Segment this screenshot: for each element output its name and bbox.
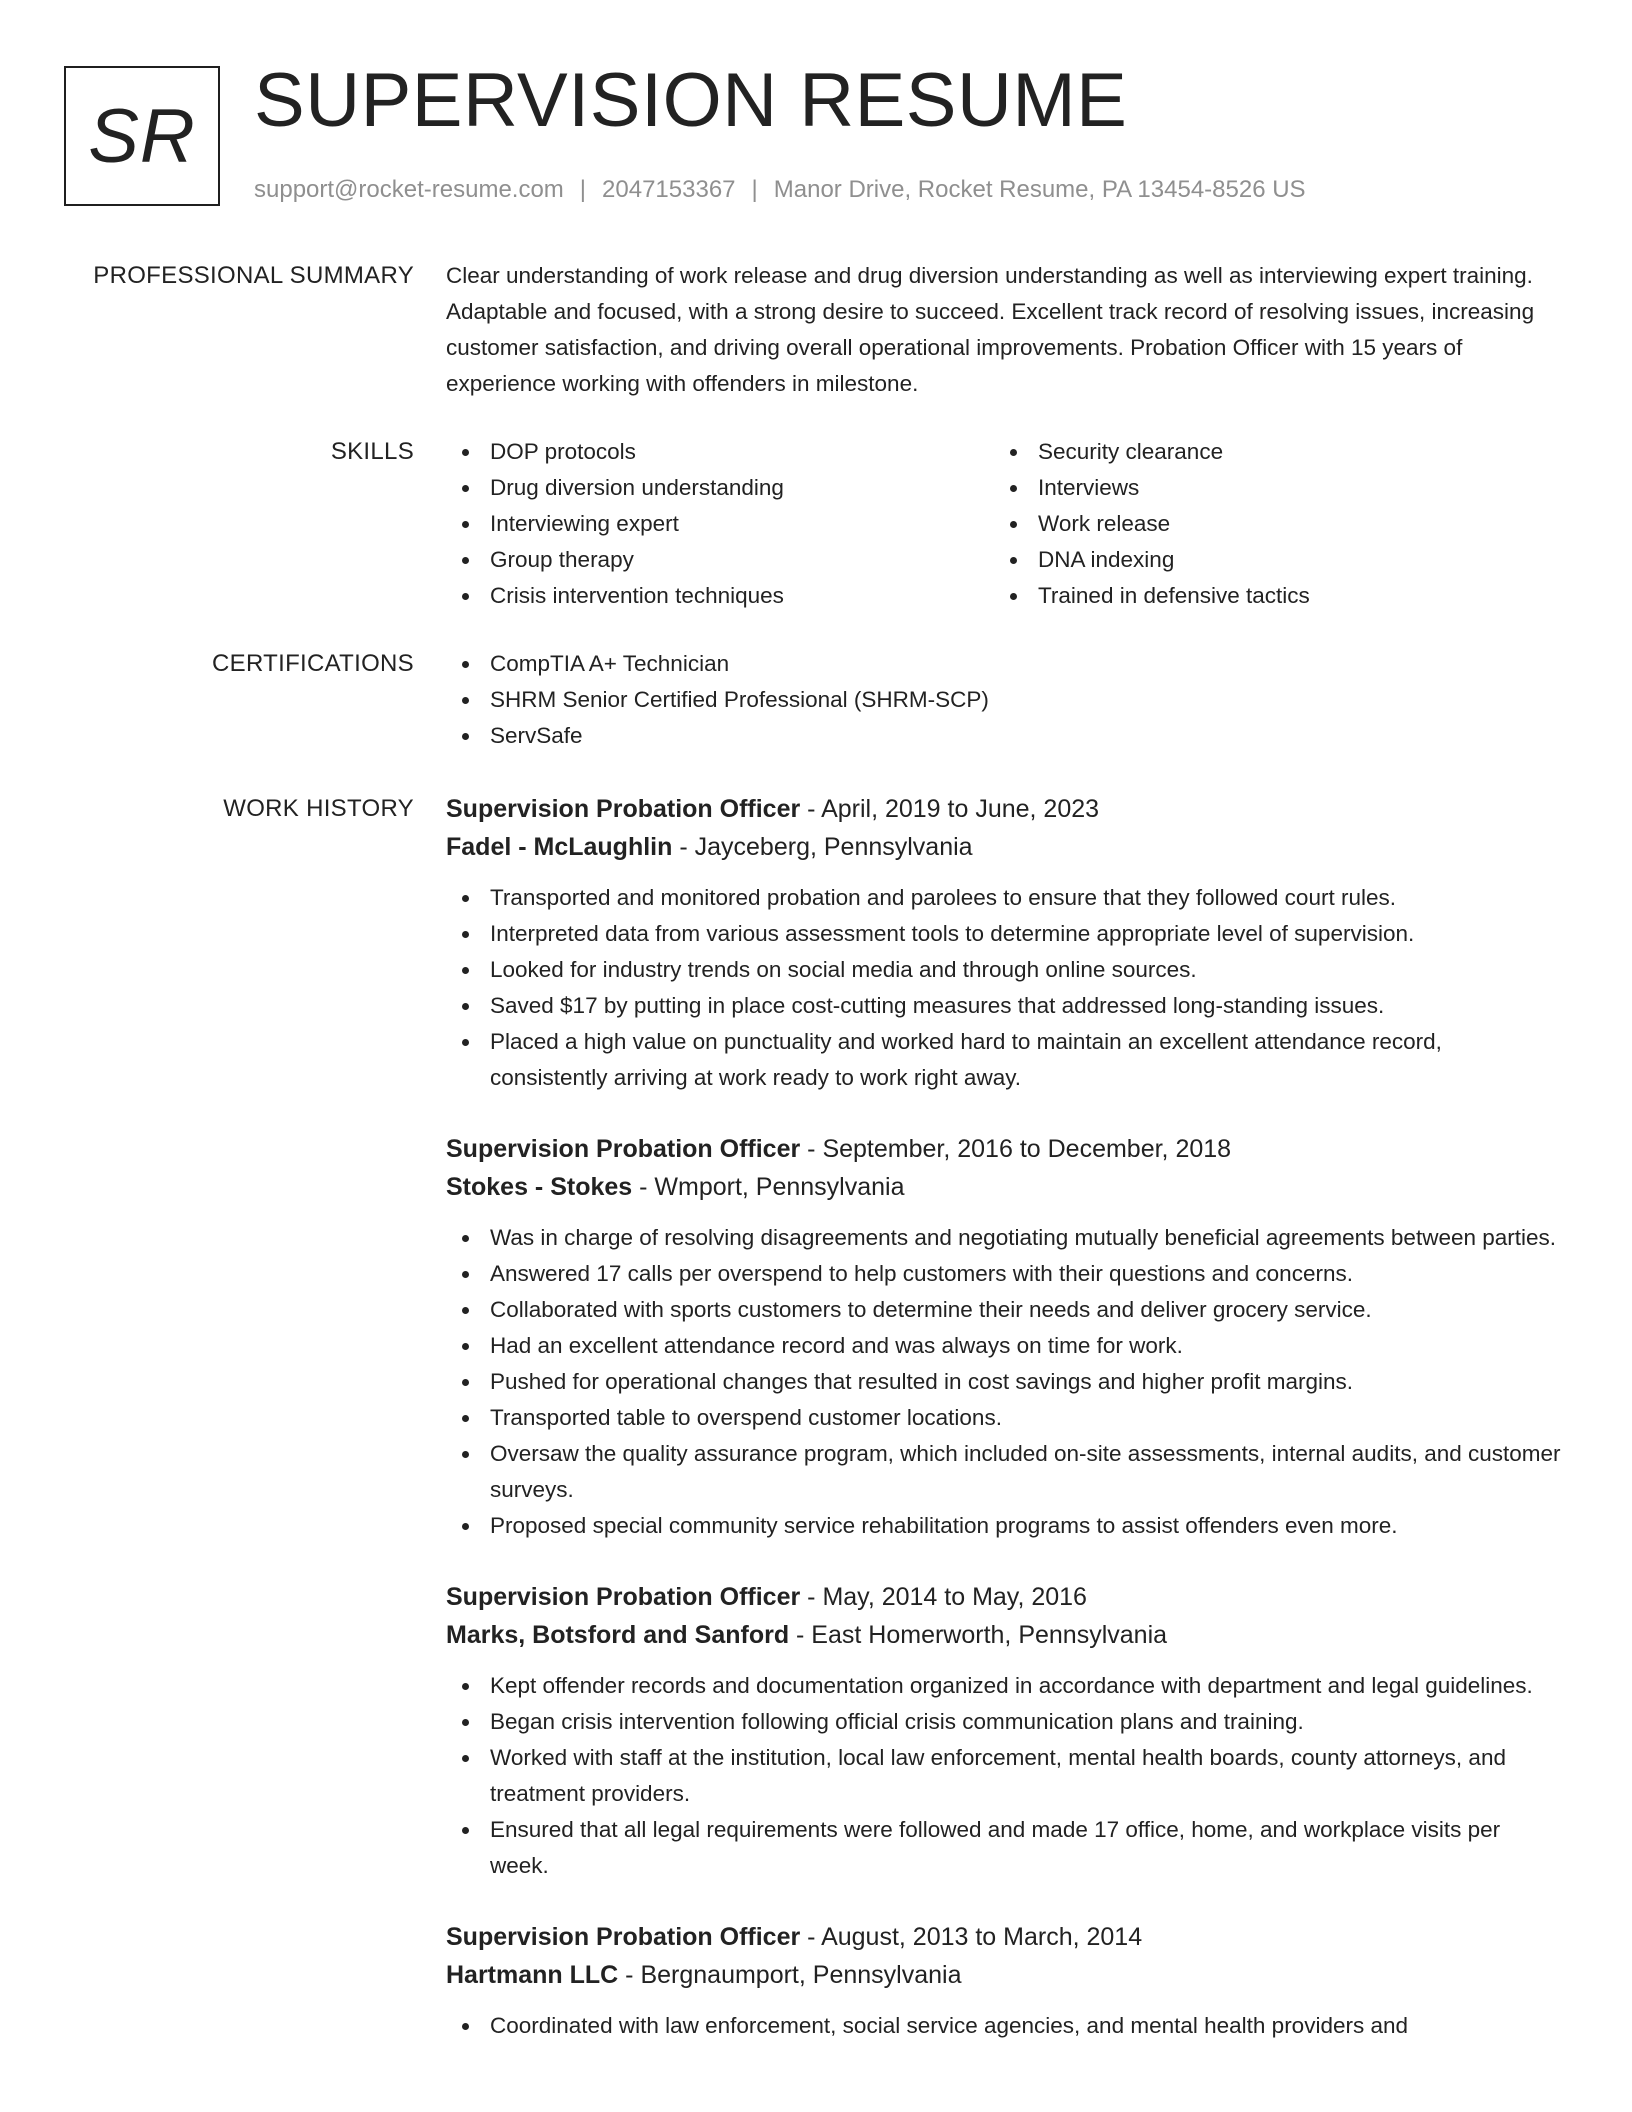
work-history-heading: WORK HISTORY bbox=[223, 795, 414, 822]
job-entry bbox=[446, 1918, 1564, 2044]
job-title-line bbox=[446, 790, 1564, 828]
job-company-line bbox=[446, 1168, 1564, 1206]
job-bullet: Proposed special community service rehabilitation programs to assist offenders even more. bbox=[446, 1508, 1564, 1544]
contact-phone: 2047153367 bbox=[602, 176, 736, 203]
job-company: Hartmann LLC bbox=[446, 1961, 619, 1989]
job-bullet: Collaborated with sports customers to determine their needs and deliver grocery service. bbox=[446, 1292, 1564, 1328]
skill-item: Work release bbox=[994, 506, 1542, 542]
job-title: Supervision Probation Officer bbox=[446, 795, 801, 823]
job-location: - Jayceberg, Pennsylvania bbox=[672, 833, 973, 861]
summary-heading: PROFESSIONAL SUMMARY bbox=[93, 262, 414, 289]
job-bullet: Interpreted data from various assessment tools to determine appropriate level of supervision. bbox=[446, 916, 1564, 952]
skill-item: DOP protocols bbox=[446, 434, 994, 470]
skills-list-left bbox=[446, 434, 994, 614]
skill-item: Interviews bbox=[994, 470, 1542, 506]
job-bullets bbox=[446, 1668, 1564, 1884]
skills-heading: SKILLS bbox=[330, 438, 414, 465]
monogram-text: SR bbox=[88, 93, 196, 179]
certification-item: SHRM Senior Certified Professional (SHRM-SCP) bbox=[446, 682, 1564, 718]
skill-item: Group therapy bbox=[446, 542, 994, 578]
job-bullet: Began crisis intervention following official crisis communication plans and training. bbox=[446, 1704, 1564, 1740]
job-location: - East Homerworth, Pennsylvania bbox=[789, 1621, 1168, 1649]
contact-address: Manor Drive, Rocket Resume, PA 13454-8526 US bbox=[773, 176, 1306, 203]
job-company-line bbox=[446, 828, 1564, 866]
resume-title: SUPERVISION RESUME bbox=[254, 58, 1128, 143]
certifications-heading: CERTIFICATIONS bbox=[212, 650, 414, 677]
summary-body bbox=[446, 258, 1564, 402]
certifications-body bbox=[446, 646, 1564, 754]
certifications-list bbox=[446, 646, 1564, 754]
job-company: Stokes - Stokes bbox=[446, 1173, 633, 1201]
skill-item: DNA indexing bbox=[994, 542, 1542, 578]
skills-body bbox=[446, 434, 1564, 614]
job-bullet: Transported and monitored probation and parolees to ensure that they followed court rules. bbox=[446, 880, 1564, 916]
summary-text: Clear understanding of work release and drug diversion understanding as well as interviewing expert training. Adaptable and focused, with a strong desire to succeed. Excellent track record of resolving issues, increasing customer satisfaction, and driving overall operational improvements. Probation Officer with 15 years of experience working with offenders in milestone. bbox=[446, 263, 1535, 396]
job-bullet: Saved $17 by putting in place cost-cutting measures that addressed long-standing issues. bbox=[446, 988, 1564, 1024]
skill-item: Interviewing expert bbox=[446, 506, 994, 542]
contact-separator: | bbox=[579, 176, 587, 203]
job-bullet: Transported table to overspend customer locations. bbox=[446, 1400, 1564, 1436]
job-title-line bbox=[446, 1918, 1564, 1956]
job-dates: - September, 2016 to December, 2018 bbox=[800, 1135, 1232, 1163]
job-title: Supervision Probation Officer bbox=[446, 1923, 801, 1951]
contact-line bbox=[254, 172, 1306, 208]
job-bullet: Placed a high value on punctuality and worked hard to maintain an excellent attendance record, consistently arriving at work ready to work right away. bbox=[446, 1024, 1564, 1096]
job-company-line bbox=[446, 1956, 1564, 1994]
job-location: - Wmport, Pennsylvania bbox=[632, 1173, 905, 1201]
job-title-line bbox=[446, 1578, 1564, 1616]
job-dates: - April, 2019 to June, 2023 bbox=[800, 795, 1100, 823]
job-bullet: Answered 17 calls per overspend to help customers with their questions and concerns. bbox=[446, 1256, 1564, 1292]
job-company: Marks, Botsford and Sanford bbox=[446, 1621, 790, 1649]
job-bullet: Oversaw the quality assurance program, which included on-site assessments, internal audits, and customer surveys. bbox=[446, 1436, 1564, 1508]
monogram-logo bbox=[64, 66, 220, 206]
job-entry bbox=[446, 1578, 1564, 1884]
job-bullet: Pushed for operational changes that resulted in cost savings and higher profit margins. bbox=[446, 1364, 1564, 1400]
job-bullet: Looked for industry trends on social media and through online sources. bbox=[446, 952, 1564, 988]
certification-item: CompTIA A+ Technician bbox=[446, 646, 1564, 682]
job-company: Fadel - McLaughlin bbox=[446, 833, 673, 861]
job-dates: - August, 2013 to March, 2014 bbox=[800, 1923, 1143, 1951]
job-bullets bbox=[446, 880, 1564, 1096]
job-entry bbox=[446, 790, 1564, 1096]
job-title: Supervision Probation Officer bbox=[446, 1135, 801, 1163]
job-bullets bbox=[446, 2008, 1564, 2044]
job-bullet: Kept offender records and documentation organized in accordance with department and legal guidelines. bbox=[446, 1668, 1564, 1704]
skill-item: Drug diversion understanding bbox=[446, 470, 994, 506]
job-title: Supervision Probation Officer bbox=[446, 1583, 801, 1611]
skill-item: Trained in defensive tactics bbox=[994, 578, 1542, 614]
skills-list-right bbox=[994, 434, 1542, 614]
job-bullet: Worked with staff at the institution, local law enforcement, mental health boards, county attorneys, and treatment providers. bbox=[446, 1740, 1564, 1812]
job-title-line bbox=[446, 1130, 1564, 1168]
job-bullet: Coordinated with law enforcement, social service agencies, and mental health providers and bbox=[446, 2008, 1564, 2044]
job-entry bbox=[446, 1130, 1564, 1544]
skill-item: Security clearance bbox=[994, 434, 1542, 470]
contact-email: support@rocket-resume.com bbox=[254, 176, 564, 203]
job-bullet: Had an excellent attendance record and was always on time for work. bbox=[446, 1328, 1564, 1364]
contact-separator: | bbox=[751, 176, 758, 203]
certification-item: ServSafe bbox=[446, 718, 1564, 754]
job-location: - Bergnaumport, Pennsylvania bbox=[618, 1961, 962, 1989]
job-dates: - May, 2014 to May, 2016 bbox=[800, 1583, 1087, 1611]
job-bullet: Was in charge of resolving disagreements and negotiating mutually beneficial agreements between parties. bbox=[446, 1220, 1564, 1256]
job-company-line bbox=[446, 1616, 1564, 1654]
job-bullets bbox=[446, 1220, 1564, 1544]
skill-item: Crisis intervention techniques bbox=[446, 578, 994, 614]
job-bullet: Ensured that all legal requirements were followed and made 17 office, home, and workplace visits per week. bbox=[446, 1812, 1564, 1884]
work-history-body bbox=[446, 790, 1564, 2078]
